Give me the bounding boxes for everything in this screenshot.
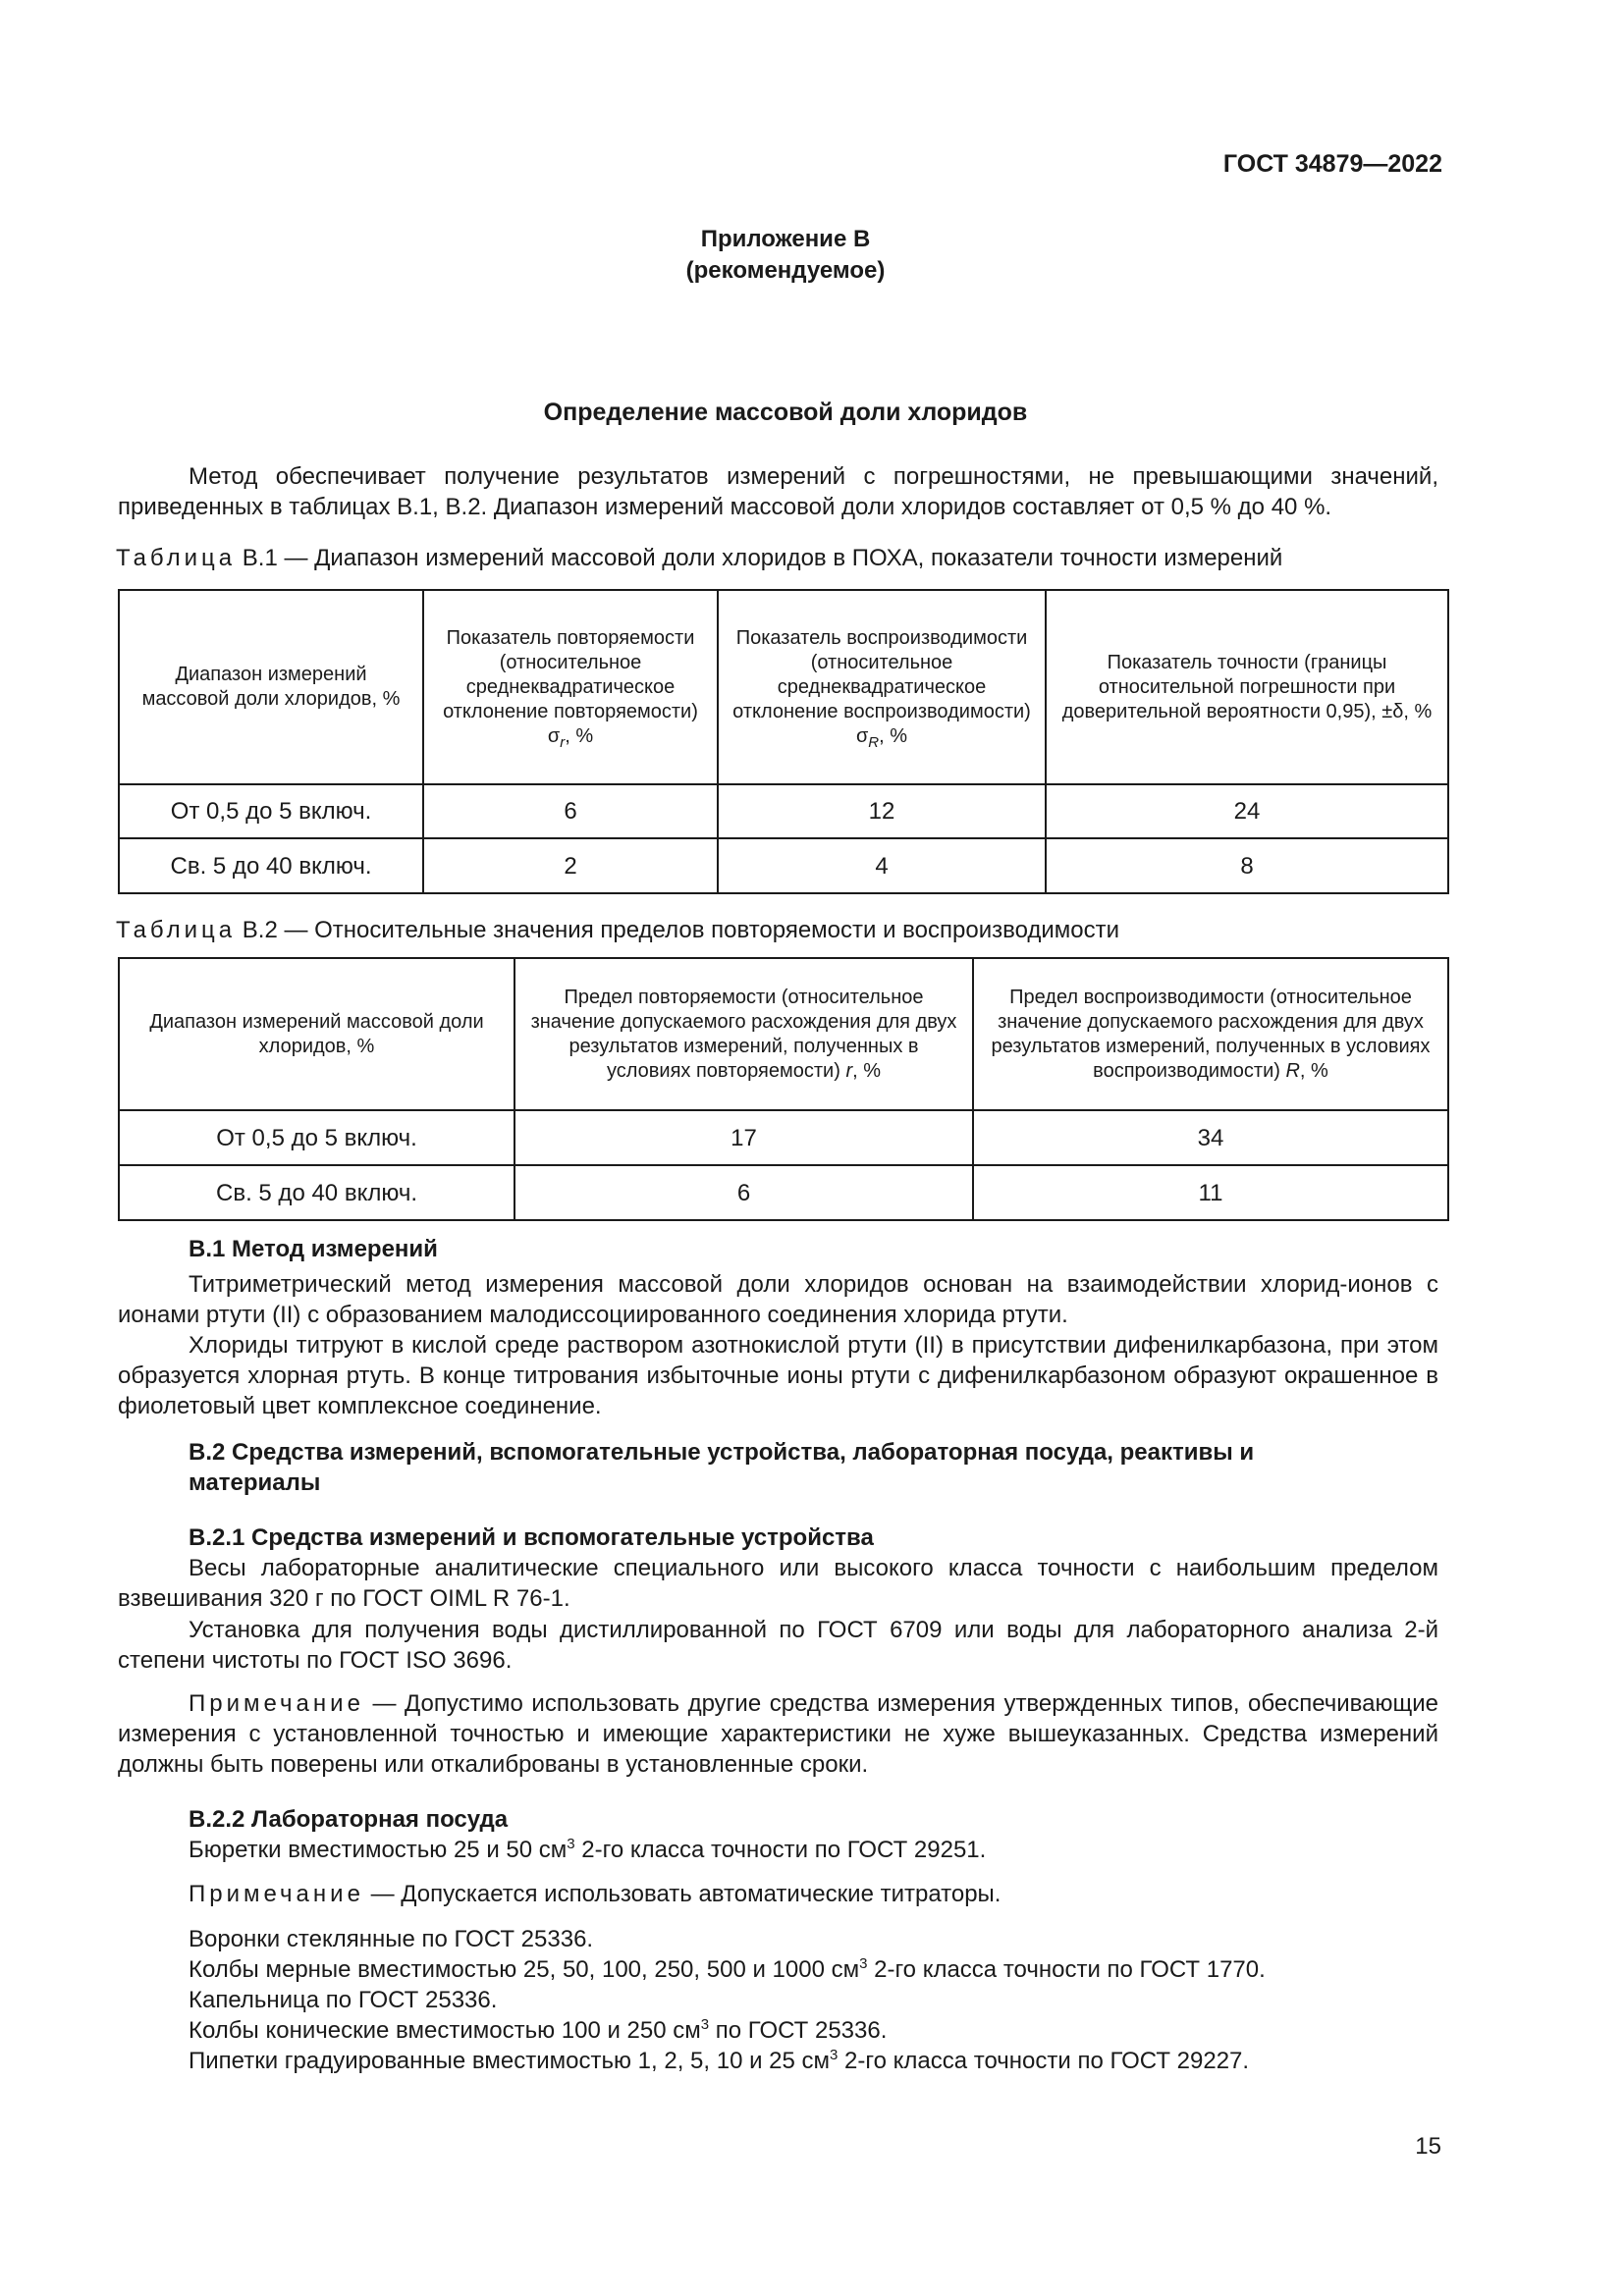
table-cell: 34 — [973, 1110, 1448, 1165]
item-burettes: Бюретки вместимостью 25 и 50 $см^3$ 2-го класса точности по ГОСТ 29251. — [189, 1836, 987, 1863]
section-b22-heading: В.2.2 Лабораторная посуда — [189, 1806, 509, 1833]
table-cell: 8 — [1046, 838, 1448, 893]
item-dropper: Капельница по ГОСТ 25336. — [189, 1987, 498, 2013]
table1-caption — [116, 545, 1282, 572]
table-b1-header-accuracy: Показатель точности (границы относительной погрешности при доверительной вероятности 0,95), ±δ, % — [1046, 590, 1448, 784]
table-cell: 11 — [973, 1165, 1448, 1220]
table-b2-header-repeatability-limit — [514, 958, 973, 1110]
table-b2 — [118, 957, 1449, 1221]
table-b1-header-reproducibility-text: Показатель воспроизводимости (относительное среднеквадратическое отклонение воспроизводимости) — [732, 626, 1031, 722]
table-cell: От 0,5 до 5 включ. — [119, 1110, 514, 1165]
table-b1-header-repeatability-text: Показатель повторяемости (относительное среднеквадратическое отклонение повторяемости) — [443, 626, 698, 722]
limit-symbol: R — [1285, 1059, 1300, 1082]
table-row — [119, 1110, 1448, 1165]
sigma-symbol: σ — [855, 724, 869, 747]
item-funnels: Воронки стеклянные по ГОСТ 25336. — [189, 1926, 594, 1952]
unit-suffix: , % — [852, 1059, 882, 1082]
section-b22-note — [189, 1879, 1001, 1909]
annex-title — [0, 224, 1571, 287]
section-b21-heading: В.2.1 Средства измерений и вспомогательные устройства — [189, 1524, 874, 1551]
section-b1-paragraph-2: Хлориды титруют в кислой среде раствором азотнокислой ртути (II) в присутствии дифенилкарбазона, при этом образуется хлорная ртуть. В конце титрования избыточные ионы ртути с дифенилкарбазоном образуют окрашенное в фиолетовый цвет комплексное соединение. — [118, 1332, 1438, 1419]
table-b1-header-repeatability-symbol — [434, 724, 707, 749]
table-cell: От 0,5 до 5 включ. — [119, 784, 423, 838]
table-cell: 6 — [423, 784, 718, 838]
page-number: 15 — [1415, 2133, 1441, 2160]
table-b2-header-repeatability-text: Предел повторяемости (относительное значение допускаемого расхождения для двух результатов измерений, полученных в условиях повторяемости) — [530, 986, 957, 1082]
table-cell: 4 — [718, 838, 1046, 893]
item-conical-flasks: Колбы конические вместимостью 100 и 250 $см^3$ по ГОСТ 25336. — [189, 2016, 888, 2044]
item-volumetric-flasks: Колбы мерные вместимостью 25, 50, 100, 250, 500 и 1000 $см^3$ 2-го класса точности по ГОСТ 1770. — [189, 1955, 1266, 1983]
table-b2-header-row — [119, 958, 1448, 1110]
annex-label: Приложение В — [700, 226, 871, 252]
table-b1-header-repeatability — [423, 590, 718, 784]
table-cell: 2 — [423, 838, 718, 893]
table2-caption — [116, 917, 1119, 944]
document-title: Определение массовой доли хлоридов — [543, 399, 1028, 426]
note-text: — Допустимо использовать другие средства измерения утвержденных типов, обеспечивающие измерения с установленной точностью и имеющие характеристики не хуже вышеуказанных. Средства измерений должны быть поверены или откалиброваны в установленные сроки. — [118, 1690, 1438, 1778]
table-cell: 6 — [514, 1165, 973, 1220]
section-b21-paragraph-2: Установка для получения воды дистиллированной по ГОСТ 6709 или воды для лабораторного анализа 2-й степени чистоты по ГОСТ ISO 3696. — [118, 1617, 1438, 1674]
unit-suffix: , % — [879, 724, 908, 747]
sigma-subscript: R — [868, 733, 880, 751]
section-b21-note — [118, 1688, 1438, 1780]
table-b1 — [118, 589, 1449, 894]
unit-suffix: , % — [1299, 1059, 1328, 1082]
table-b2-header-reproducibility-limit — [973, 958, 1448, 1110]
table-b2-header-reproducibility-text: Предел воспроизводимости (относительное значение допускаемого расхождения для двух результатов измерений, полученных в условиях воспроизводимости) — [991, 986, 1431, 1082]
table1-caption-text: В.1 — Диапазон измерений массовой доли хлоридов в ПОХА, показатели точности измерений — [242, 545, 1283, 571]
table-b1-header-row — [119, 590, 1448, 784]
section-b2-heading: В.2 Средства измерений, вспомогательные устройства, лабораторная посуда, реактивы и материалы — [189, 1439, 1255, 1496]
section-b1-heading: В.1 Метод измерений — [189, 1236, 438, 1262]
table2-caption-text: В.2 — Относительные значения пределов повторяемости и воспроизводимости — [242, 917, 1120, 943]
intro-paragraph: Метод обеспечивает получение результатов измерений с погрешностями, не превышающими значений, приведенных в таблицах В.1, В.2. Диапазон измерений массовой доли хлоридов составляет от 0,5 % до 40 %. — [118, 463, 1438, 520]
note-text: — Допускается использовать автоматические титраторы. — [363, 1881, 1001, 1907]
section-b1-paragraph-1: Титриметрический метод измерения массовой доли хлоридов основан на взаимодействии хлорид-ионов с ионами ртути (II) с образованием малодиссоциированного соединения хлорида ртути. — [118, 1271, 1438, 1328]
note-label: Примечание — [189, 1881, 364, 1907]
table2-caption-prefix: Таблица — [116, 917, 237, 943]
note-label: Примечание — [189, 1690, 364, 1717]
item-pipettes: Пипетки градуированные вместимостью 1, 2, 5, 10 и 25 $см^3$ 2-го класса точности по ГОСТ 29227. — [189, 2047, 1250, 2074]
sigma-subscript: r — [560, 733, 566, 751]
sigma-symbol: σ — [547, 724, 561, 747]
table-b2-header-range: Диапазон измерений массовой доли хлоридов, % — [119, 958, 514, 1110]
table-row — [119, 838, 1448, 893]
table1-caption-prefix: Таблица — [116, 545, 237, 571]
section-b21-paragraph-1: Весы лабораторные аналитические специального или высокого класса точности с наибольшим пределом взвешивания 320 г по ГОСТ OIML R 76-1. — [118, 1555, 1438, 1612]
table-cell: 17 — [514, 1110, 973, 1165]
table-row — [119, 1165, 1448, 1220]
table-cell: 24 — [1046, 784, 1448, 838]
table-cell: Св. 5 до 40 включ. — [119, 838, 423, 893]
document-number: ГОСТ 34879—2022 — [1222, 150, 1442, 178]
annex-status: (рекомендуемое) — [685, 257, 886, 284]
table-cell: Св. 5 до 40 включ. — [119, 1165, 514, 1220]
table-b1-header-range: Диапазон измерений массовой доли хлоридов, % — [119, 590, 423, 784]
unit-suffix: , % — [565, 724, 594, 747]
table-cell: 12 — [718, 784, 1046, 838]
table-row — [119, 784, 1448, 838]
table-b1-header-reproducibility — [718, 590, 1046, 784]
limit-symbol: r — [845, 1059, 853, 1082]
